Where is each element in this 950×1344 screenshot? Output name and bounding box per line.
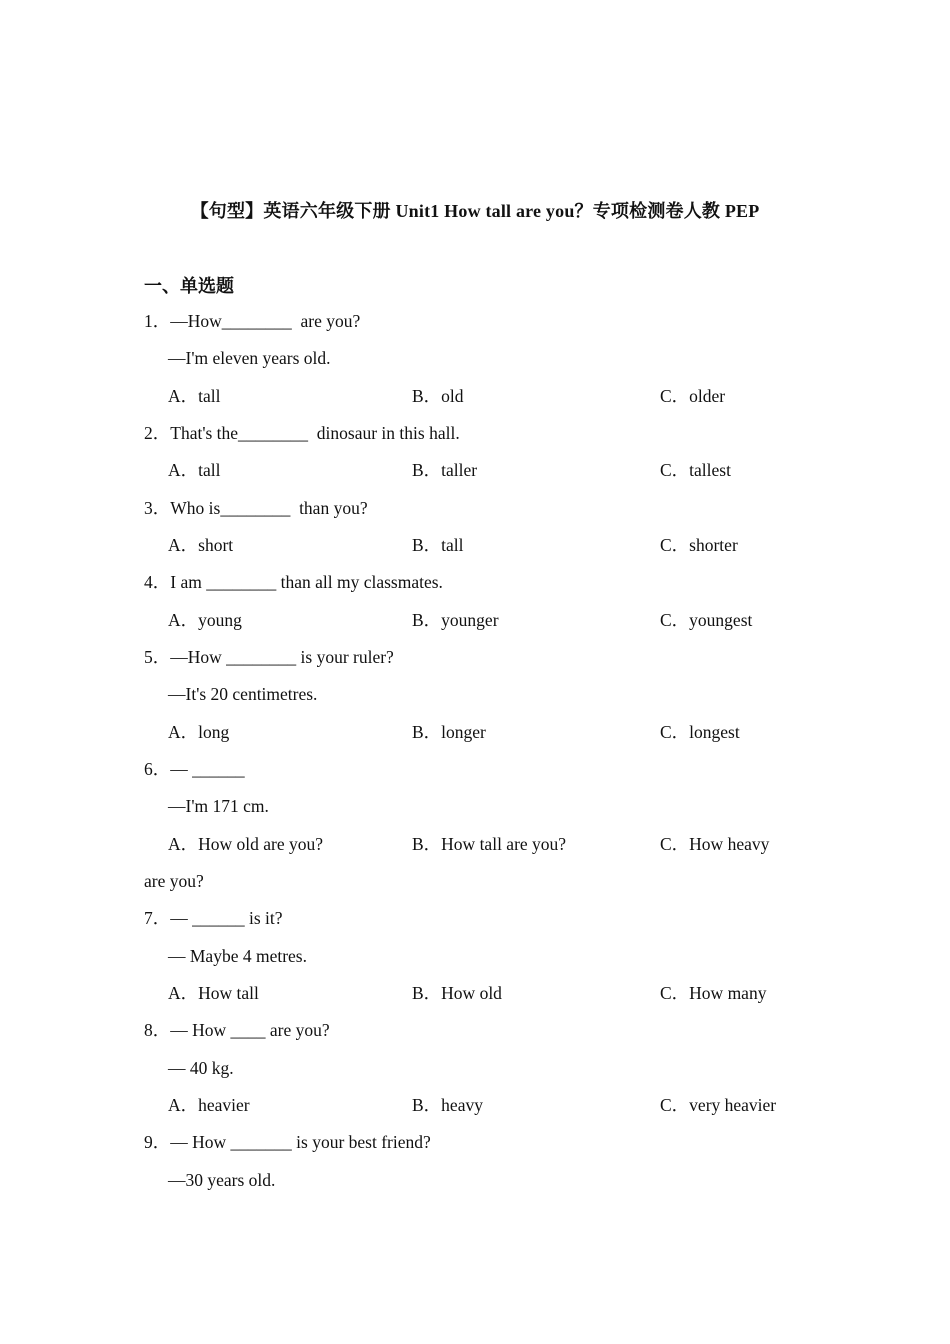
question-1-stem: 1．—How________ are you? bbox=[144, 311, 361, 331]
question-3-option-c: C．shorter bbox=[660, 535, 738, 555]
question-2-option-a: A．tall bbox=[168, 460, 221, 480]
question-1-response: —I'm eleven years old. bbox=[168, 348, 331, 368]
question-9-stem: 9．— How _______ is your best friend? bbox=[144, 1132, 431, 1152]
question-6-option-b: B．How tall are you? bbox=[412, 834, 567, 854]
question-8-option-c: C．very heavier bbox=[660, 1095, 777, 1115]
question-6-option-a: A．How old are you? bbox=[168, 834, 324, 854]
document-title: 【句型】英语六年级下册 Unit1 How tall are you？专项检测卷人教 PEP bbox=[190, 201, 760, 221]
question-2-option-c: C．tallest bbox=[660, 460, 731, 480]
question-8-option-b: B．heavy bbox=[412, 1095, 483, 1115]
question-5-response: —It's 20 centimetres. bbox=[168, 684, 318, 704]
question-1-option-c: C．older bbox=[660, 386, 726, 406]
question-1-option-a: A．tall bbox=[168, 386, 221, 406]
question-7-response: — Maybe 4 metres. bbox=[168, 946, 307, 966]
question-2-option-b: B．taller bbox=[412, 460, 478, 480]
question-5-option-c: C．longest bbox=[660, 722, 740, 742]
question-4-stem: 4．I am ________ than all my classmates. bbox=[144, 572, 443, 592]
section-heading: 一、单选题 bbox=[144, 276, 234, 296]
question-4-option-a: A．young bbox=[168, 610, 242, 630]
question-7-stem: 7．— ______ is it? bbox=[144, 908, 283, 928]
question-5-option-a: A．long bbox=[168, 722, 230, 742]
question-7-option-b: B．How old bbox=[412, 983, 502, 1003]
question-2-stem: 2．That's the________ dinosaur in this hall. bbox=[144, 423, 460, 443]
question-4-option-b: B．younger bbox=[412, 610, 499, 630]
question-3-option-a: A．short bbox=[168, 535, 234, 555]
question-4-option-c: C．youngest bbox=[660, 610, 753, 630]
question-9-response: —30 years old. bbox=[168, 1170, 276, 1190]
question-3-option-b: B．tall bbox=[412, 535, 464, 555]
question-6-option-c: C．How heavy bbox=[660, 834, 770, 854]
question-7-option-c: C．How many bbox=[660, 983, 767, 1003]
question-8-response: — 40 kg. bbox=[168, 1058, 234, 1078]
question-5-stem: 5．—How ________ is your ruler? bbox=[144, 647, 394, 667]
question-8-stem: 8．— How ____ are you? bbox=[144, 1020, 330, 1040]
question-6-stem: 6．— ______ bbox=[144, 759, 245, 779]
question-6-response: —I'm 171 cm. bbox=[168, 796, 269, 816]
question-8-option-a: A．heavier bbox=[168, 1095, 250, 1115]
question-6-option-c-continuation: are you? bbox=[144, 871, 204, 891]
question-5-option-b: B．longer bbox=[412, 722, 486, 742]
question-3-stem: 3．Who is________ than you? bbox=[144, 498, 368, 518]
question-7-option-a: A．How tall bbox=[168, 983, 259, 1003]
question-1-option-b: B．old bbox=[412, 386, 464, 406]
